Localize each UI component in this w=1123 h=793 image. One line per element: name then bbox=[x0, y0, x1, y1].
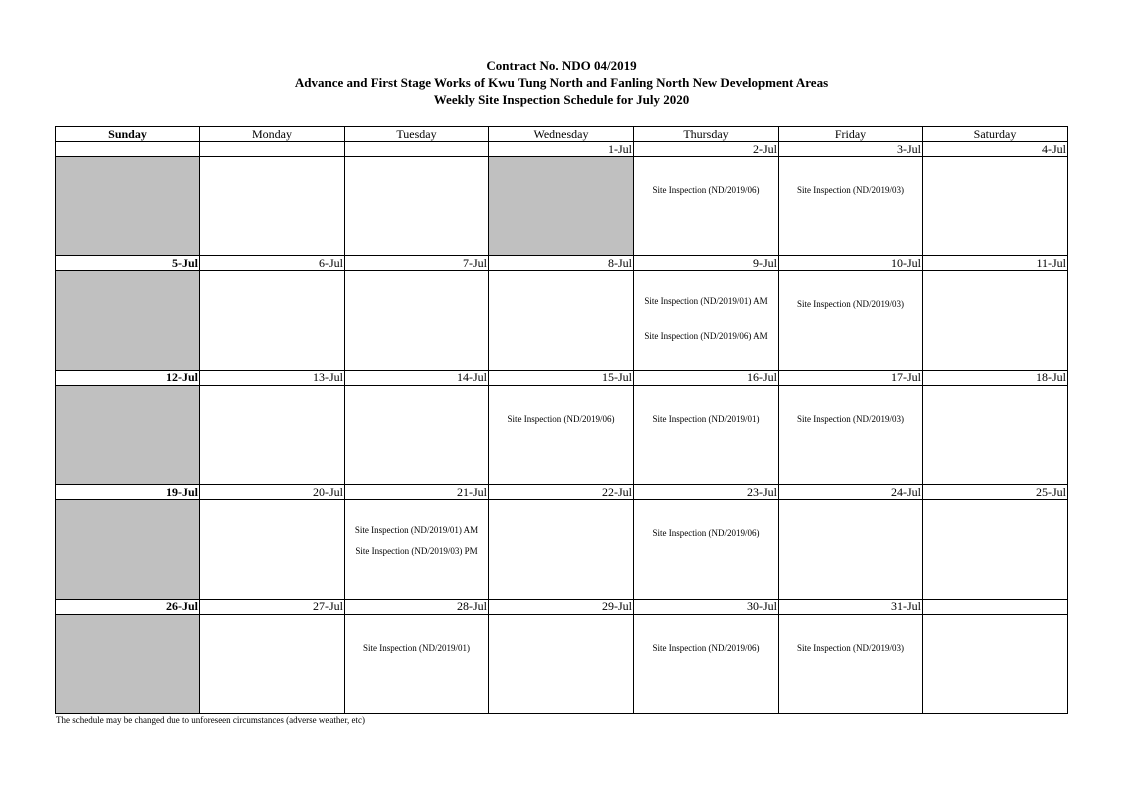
inspection-list bbox=[634, 271, 778, 342]
date-row bbox=[56, 142, 1068, 157]
inspection-entry: Site Inspection (ND/2019/06) bbox=[652, 642, 760, 653]
date-row bbox=[56, 599, 1068, 614]
day-cell bbox=[345, 500, 489, 599]
inspection-entry: Site Inspection (ND/2019/01) AM bbox=[644, 296, 768, 307]
date-cell: 27-Jul bbox=[200, 599, 345, 614]
day-cell bbox=[779, 157, 923, 256]
date-cell: 29-Jul bbox=[489, 599, 634, 614]
day-cell bbox=[200, 500, 345, 599]
events-row bbox=[56, 271, 1068, 370]
date-cell: 13-Jul bbox=[200, 370, 345, 385]
date-cell: 31-Jul bbox=[779, 599, 923, 614]
inspection-entry: Site Inspection (ND/2019/01) AM bbox=[354, 525, 479, 536]
date-cell: 23-Jul bbox=[634, 485, 779, 500]
date-row bbox=[56, 370, 1068, 385]
date-cell: 2-Jul bbox=[634, 142, 779, 157]
day-cell bbox=[923, 271, 1068, 370]
shaded-day-cell bbox=[56, 271, 200, 370]
schedule-title: Weekly Site Inspection Schedule for July 2020 bbox=[433, 92, 690, 107]
day-cell bbox=[779, 385, 923, 484]
weekday-header: Tuesday bbox=[345, 127, 489, 142]
date-cell: 3-Jul bbox=[779, 142, 923, 157]
date-cell: 24-Jul bbox=[779, 485, 923, 500]
inspection-entry: Site Inspection (ND/2019/06) bbox=[507, 413, 615, 424]
day-cell bbox=[489, 385, 634, 484]
events-row bbox=[56, 500, 1068, 599]
day-cell bbox=[345, 157, 489, 256]
shaded-day-cell bbox=[56, 614, 200, 713]
day-cell bbox=[923, 157, 1068, 256]
calendar-table bbox=[55, 126, 1068, 714]
date-cell: 9-Jul bbox=[634, 256, 779, 271]
inspection-entry: Site Inspection (ND/2019/03) PM bbox=[355, 546, 478, 557]
events-row bbox=[56, 157, 1068, 256]
date-cell: 10-Jul bbox=[779, 256, 923, 271]
weekday-header: Friday bbox=[779, 127, 923, 142]
inspection-entry: Site Inspection (ND/2019/01) bbox=[652, 413, 760, 424]
inspection-entry: Site Inspection (ND/2019/03) bbox=[797, 642, 904, 653]
date-cell: 18-Jul bbox=[923, 370, 1068, 385]
inspection-entry: Site Inspection (ND/2019/03) bbox=[797, 299, 904, 310]
date-cell: 5-Jul bbox=[56, 256, 200, 271]
date-cell: 1-Jul bbox=[489, 142, 634, 157]
weekday-header-row bbox=[56, 127, 1068, 142]
day-cell bbox=[779, 500, 923, 599]
inspection-entry: Site Inspection (ND/2019/06) AM bbox=[644, 331, 768, 342]
date-cell: 28-Jul bbox=[345, 599, 489, 614]
date-cell: 16-Jul bbox=[634, 370, 779, 385]
day-cell bbox=[489, 500, 634, 599]
day-cell bbox=[345, 614, 489, 713]
events-row bbox=[56, 385, 1068, 484]
day-cell bbox=[779, 614, 923, 713]
date-cell: 25-Jul bbox=[923, 485, 1068, 500]
project-title: Advance and First Stage Works of Kwu Tung North and Fanling North New Development Areas bbox=[294, 75, 829, 90]
footnote: The schedule may be changed due to unforeseen circumstances (adverse weather, etc) bbox=[56, 715, 365, 725]
date-cell: 14-Jul bbox=[345, 370, 489, 385]
date-row bbox=[56, 256, 1068, 271]
date-cell: 11-Jul bbox=[923, 256, 1068, 271]
weekday-header: Thursday bbox=[634, 127, 779, 142]
contract-title: Contract No. NDO 04/2019 bbox=[486, 58, 637, 73]
inspection-entry: Site Inspection (ND/2019/03) bbox=[797, 413, 904, 424]
date-cell bbox=[200, 142, 345, 157]
day-cell bbox=[345, 385, 489, 484]
date-cell: 22-Jul bbox=[489, 485, 634, 500]
day-cell bbox=[779, 271, 923, 370]
shaded-day-cell bbox=[56, 157, 200, 256]
date-cell: 30-Jul bbox=[634, 599, 779, 614]
date-cell bbox=[923, 599, 1068, 614]
weekday-header: Saturday bbox=[923, 127, 1068, 142]
date-cell: 26-Jul bbox=[56, 599, 200, 614]
date-cell: 15-Jul bbox=[489, 370, 634, 385]
date-cell: 21-Jul bbox=[345, 485, 489, 500]
day-cell bbox=[489, 614, 634, 713]
weekday-header: Wednesday bbox=[489, 127, 634, 142]
day-cell bbox=[634, 271, 779, 370]
date-cell: 12-Jul bbox=[56, 370, 200, 385]
date-cell bbox=[56, 142, 200, 157]
date-cell: 19-Jul bbox=[56, 485, 200, 500]
date-cell: 4-Jul bbox=[923, 142, 1068, 157]
day-cell bbox=[200, 157, 345, 256]
inspection-entry: Site Inspection (ND/2019/03) bbox=[797, 185, 904, 196]
day-cell bbox=[200, 271, 345, 370]
day-cell bbox=[634, 500, 779, 599]
day-cell bbox=[489, 271, 634, 370]
day-cell bbox=[634, 614, 779, 713]
shaded-day-cell bbox=[56, 385, 200, 484]
day-cell bbox=[923, 500, 1068, 599]
inspection-entry: Site Inspection (ND/2019/06) bbox=[652, 185, 760, 196]
inspection-entry: Site Inspection (ND/2019/01) bbox=[363, 642, 470, 653]
weekday-header: Sunday bbox=[56, 127, 200, 142]
day-cell bbox=[200, 614, 345, 713]
document-header bbox=[0, 57, 1123, 108]
day-cell bbox=[634, 157, 779, 256]
day-cell bbox=[200, 385, 345, 484]
shaded-day-cell bbox=[56, 500, 200, 599]
inspection-entry: Site Inspection (ND/2019/06) bbox=[652, 528, 760, 539]
day-cell bbox=[923, 385, 1068, 484]
day-cell bbox=[923, 614, 1068, 713]
date-row bbox=[56, 485, 1068, 500]
date-cell: 17-Jul bbox=[779, 370, 923, 385]
day-cell bbox=[345, 271, 489, 370]
weekday-header: Monday bbox=[200, 127, 345, 142]
shaded-day-cell bbox=[489, 157, 634, 256]
day-cell bbox=[634, 385, 779, 484]
events-row bbox=[56, 614, 1068, 713]
date-cell: 8-Jul bbox=[489, 256, 634, 271]
date-cell: 7-Jul bbox=[345, 256, 489, 271]
date-cell: 6-Jul bbox=[200, 256, 345, 271]
date-cell bbox=[345, 142, 489, 157]
inspection-list bbox=[345, 500, 488, 557]
date-cell: 20-Jul bbox=[200, 485, 345, 500]
